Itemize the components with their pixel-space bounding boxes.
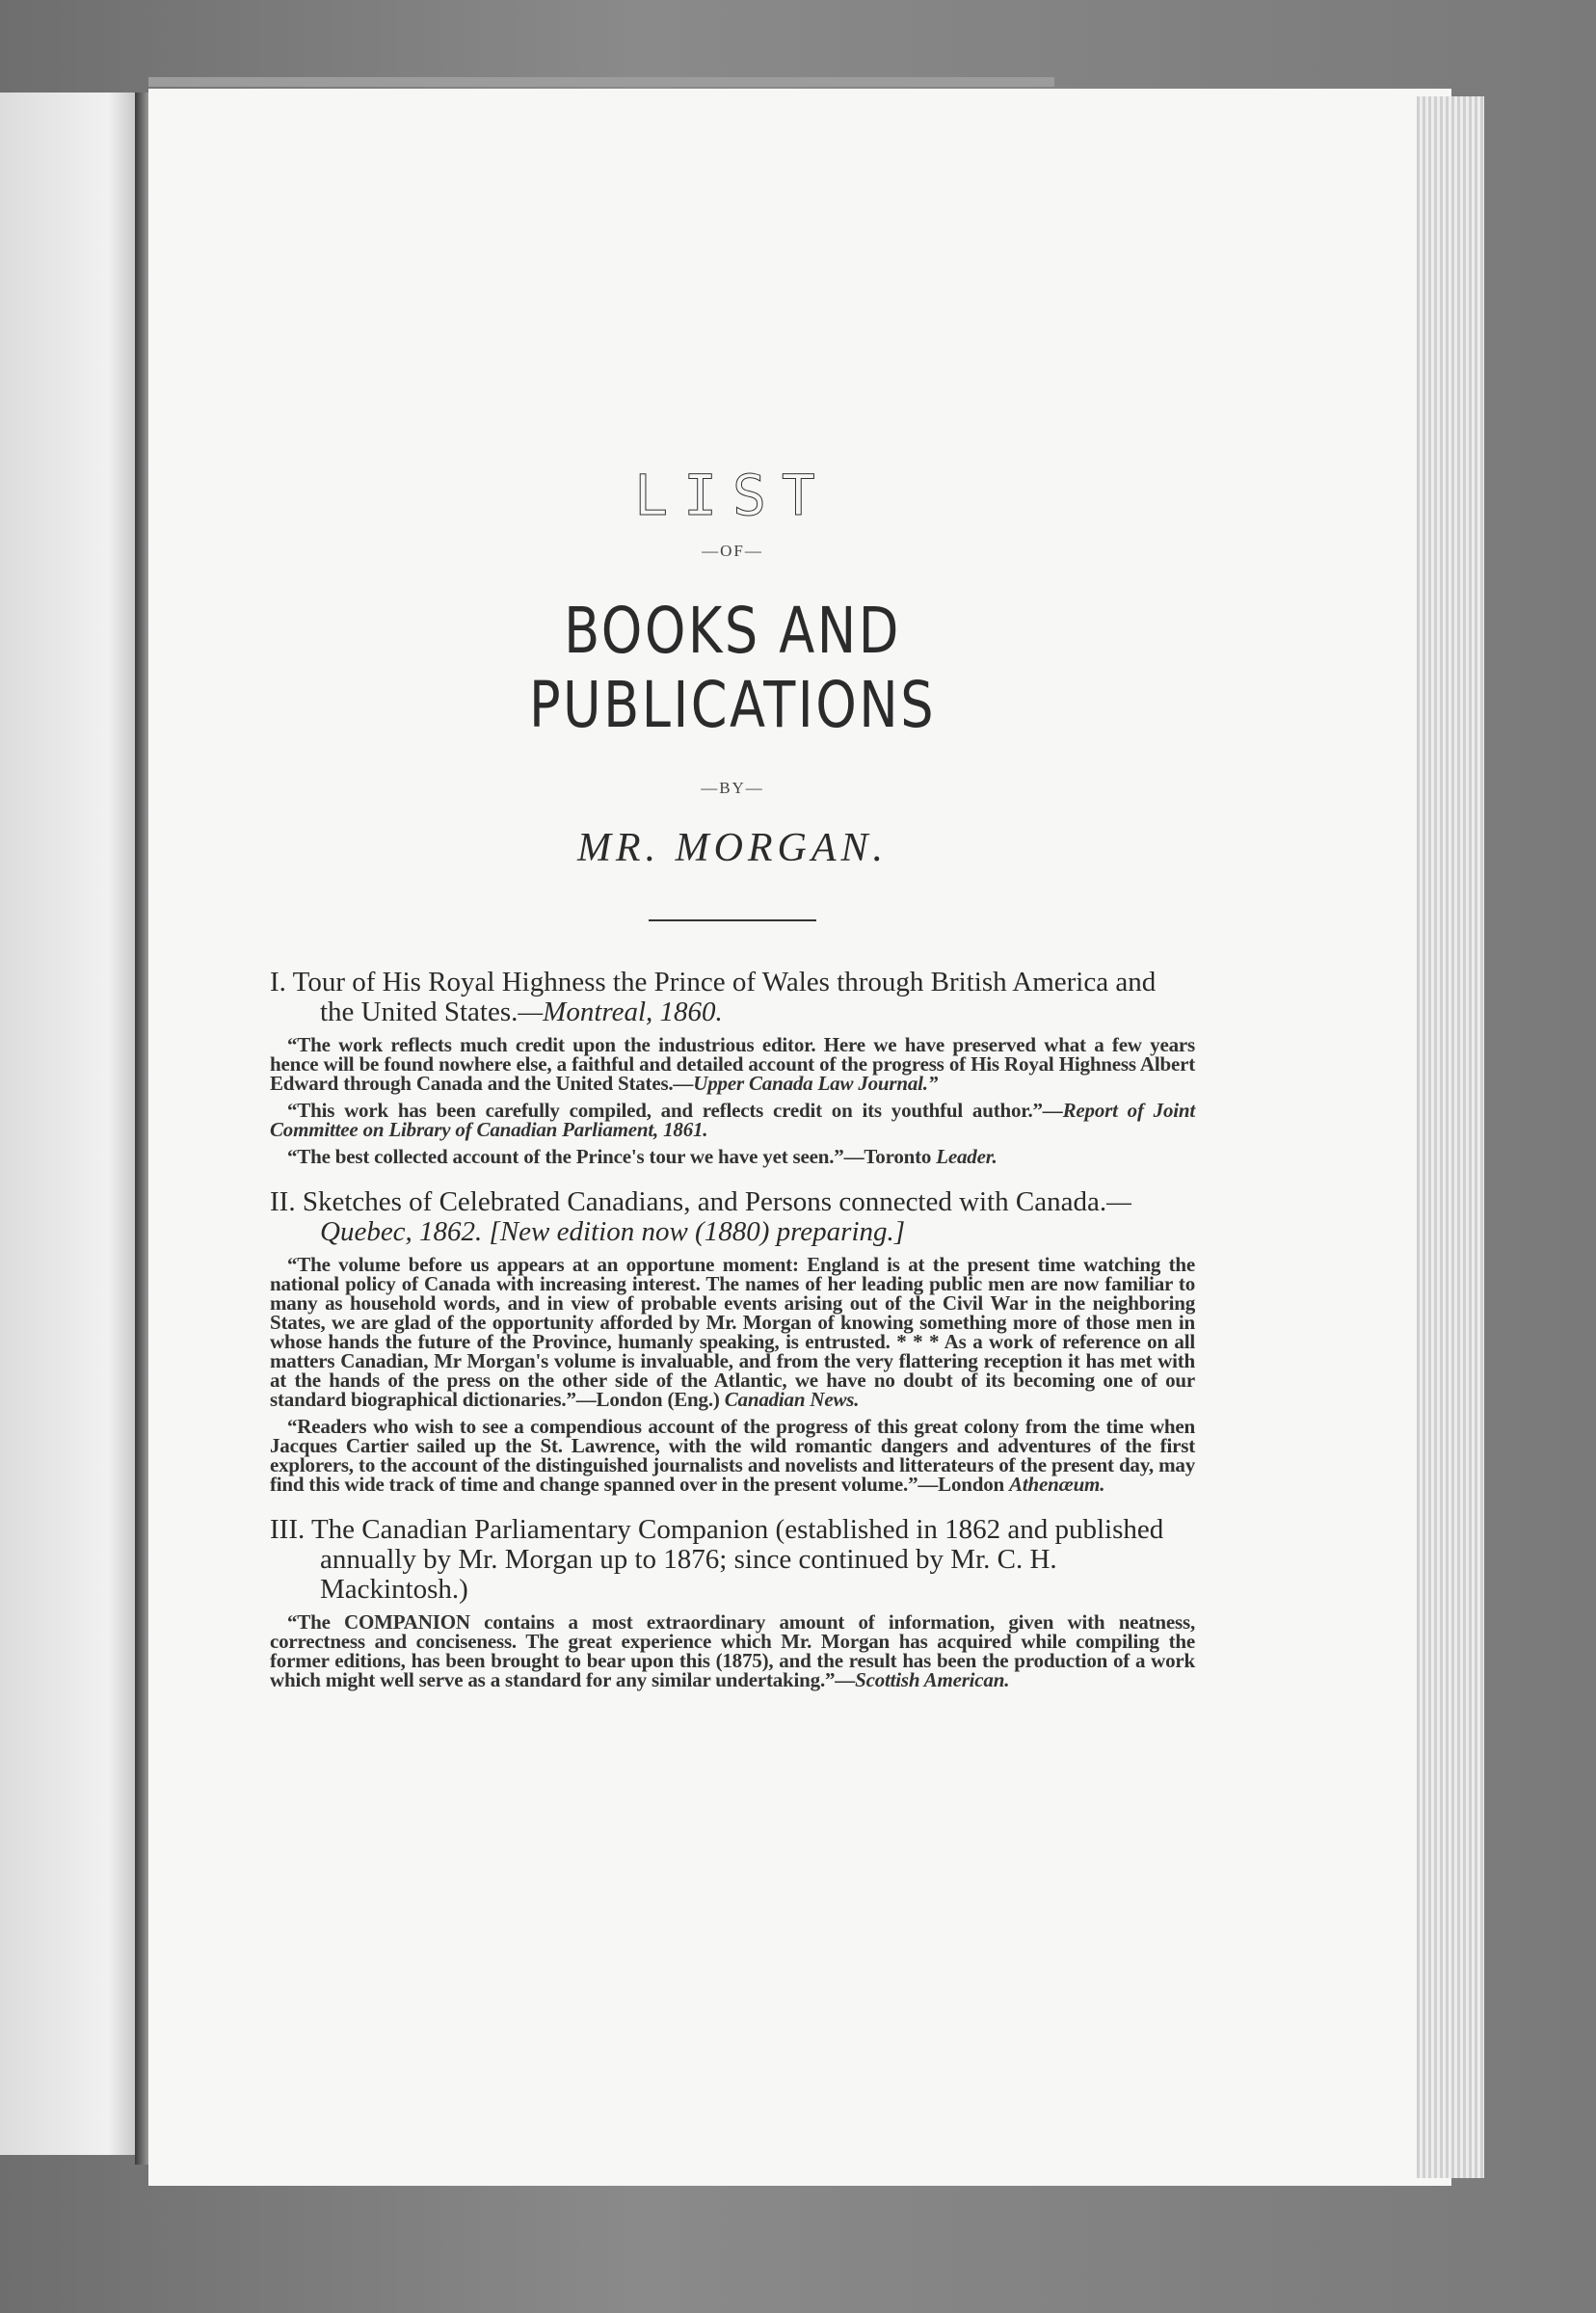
entry-title-text: Sketches of Celebrated Canadians, and Persons connected with Canada. bbox=[302, 1186, 1107, 1217]
quote-attribution: Canadian News. bbox=[724, 1388, 860, 1411]
review-quote bbox=[270, 1417, 1195, 1494]
page-content bbox=[270, 463, 1195, 1711]
entry-number: II. bbox=[270, 1186, 296, 1217]
author-name: MR. MORGAN. bbox=[576, 826, 889, 870]
quote-text: “The work reflects much credit upon the industrious editor. Here we have preserved what a few years hence will be found nowhere else, a faithful and detailed account of the progress of His Royal Highness Albert Edward through Canada and the United States. bbox=[270, 1033, 1195, 1095]
page-top-strip bbox=[148, 77, 1054, 87]
entry-title-text: The Canadian Parliamentary Companion (established in 1862 and published annually by Mr. Morgan up to 1876; since continued by Mr. C. H. Mackintosh.) bbox=[310, 1514, 1164, 1605]
divider-rule bbox=[649, 919, 816, 921]
title-block bbox=[270, 463, 1195, 921]
entry-title bbox=[270, 968, 1195, 1027]
quote-attribution: —Upper Canada Law Journal.” bbox=[673, 1072, 939, 1095]
entry-title bbox=[270, 1187, 1195, 1247]
by-connector: —BY— bbox=[701, 779, 764, 797]
entry-source: —Montreal, 1860. bbox=[518, 997, 723, 1027]
entry-number: III. bbox=[270, 1514, 306, 1545]
publication-list bbox=[270, 968, 1195, 1689]
quote-text: “The volume before us appears at an opportune moment: England is at the present time watching the national policy of Canada with increasing interest. The names of her leading public men are now familiar to many as household words, and in view of probable events arising out of the Civil War in the neighboring States, we are glad of the opportunity afforded by Mr. Morgan of knowing something more of those men in whose hands the future of the Province, humanly speaking, is entrusted. * * * As a work of reference on all matters Canadian, Mr Morgan's volume is invaluable, and from the very flattering reception it has met with at the hands of the press on the other side of the Atlantic, we have no doubt of its becoming one of our standard biographical dictionaries.”—London (Eng.) bbox=[270, 1253, 1195, 1411]
review-quote bbox=[270, 1612, 1195, 1689]
entry-source: —Quebec, 1862. [New edition now (1880) preparing.] bbox=[320, 1186, 1131, 1247]
entry-title bbox=[270, 1515, 1195, 1605]
page-title: BOOKS AND PUBLICATIONS bbox=[528, 594, 937, 742]
quote-attribution: Leader. bbox=[936, 1145, 998, 1168]
review-quote bbox=[270, 1255, 1195, 1409]
entry-title-text: Tour of His Royal Highness the Prince of Wales through British America and the United States. bbox=[292, 967, 1157, 1027]
list-item bbox=[270, 1187, 1195, 1494]
quote-text: “The COMPANION contains a most extraordinary amount of information, given with neatness, correctness and conciseness. The great experience which Mr. Morgan has acquired while compiling the former editions, has been brought to bear upon this (1875), and the result has been the production of a work which might well serve as a standard for any similar undertaking.” bbox=[270, 1610, 1195, 1691]
facing-page-edge bbox=[0, 93, 135, 2155]
quote-attribution: —Report of Joint Committee on Library of Canadian Parliament, 1861. bbox=[270, 1099, 1196, 1141]
quote-attribution: —Scottish American. bbox=[835, 1668, 1010, 1691]
quote-attribution: Athenæum. bbox=[1009, 1473, 1105, 1496]
of-connector: —OF— bbox=[702, 542, 763, 560]
list-item bbox=[270, 1515, 1195, 1689]
review-quote bbox=[270, 1147, 1195, 1166]
book-gutter bbox=[135, 93, 148, 2165]
page-stack-edge bbox=[1417, 96, 1484, 2178]
entry-number: I. bbox=[270, 967, 286, 997]
quote-text: “Readers who wish to see a compendious account of the progress of this great colony from the time when Jacques Cartier sailed up the St. Lawrence, with the wild romantic dangers and adventures of the first explorers, to the account of the distinguished journalists and novelists and litterateurs of the present day, may find this wide track of time and change spanned over in the present volume.”—London bbox=[270, 1415, 1195, 1496]
review-quote bbox=[270, 1035, 1195, 1093]
review-quote bbox=[270, 1101, 1195, 1139]
quote-text: “This work has been carefully compiled, and reflects credit on its youthful author.” bbox=[287, 1099, 1043, 1122]
list-item bbox=[270, 968, 1195, 1166]
quote-text: “The best collected account of the Prince's tour we have yet seen.”—Toronto bbox=[287, 1145, 932, 1168]
list-heading: LIST bbox=[634, 463, 831, 528]
